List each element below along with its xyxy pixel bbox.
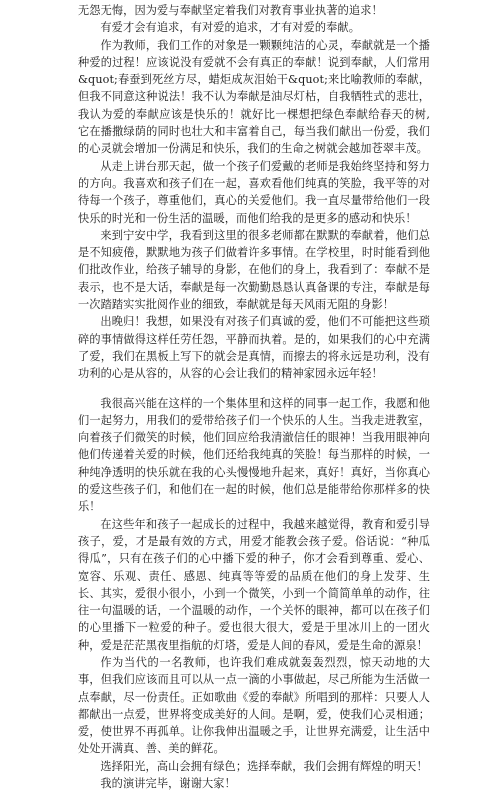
- paragraph: 作为当代的一名教师，也许我们难成就轰轰烈烈，惊天动地的大事，但我们应该而且可以从一点一滴的小事做起，尽己所能为生活做一点奉献，尽一份责任。正如歌曲《爱的奉献》所唱到的那样：只要人人都献出一点爱，世界将变成美好的人间。是啊，爱，使我们心灵相通；爱，使世界不再孤单。让你我伸出温暖之手，让世界充满爱，让生活中处处开满真、善、美的鲜花。: [78, 655, 430, 756]
- paragraph: 从走上讲台那天起，做一个孩子们爱戴的老师是我始终坚持和努力的方向。我喜欢和孩子们在一起，喜欢看他们纯真的笑脸，我平等的对待每一个孩子，尊重他们，真心的关爱他们。我一直尽量带给他们一段快乐的时光和一份生活的温暖，而他们给我的是更多的感动和快乐！: [78, 159, 430, 225]
- paragraph: 我很高兴能在这样的一个集体里和这样的同事一起工作，我愿和他们一起努力，用我们的爱带给孩子们一个快乐的人生。当我走进教室，向着孩子们微笑的时候，他们回应给我清澈信任的眼神！当我用眼神向他们传递着关爱的时候，他们还给我纯真的笑脸！每当那样的时候，一种纯净透明的快乐就在我的心头慢慢地升起来，真好！真好，当你真心的爱这些孩子们，和他们在一起的时候，他们总是能带给你那样多的快乐！: [78, 396, 430, 514]
- paragraph: 出晚归！我想，如果没有对孩子们真诚的爱，他们不可能把这些琐碎的事情做得这样任劳任怨，平静而执着。是的，如果我们的心中充满了爱，我们在黑板上写下的就会是真情，而擦去的将永远是功利，没有功利的心是从容的，从容的心会让我们的精神家园永远年轻！: [78, 315, 430, 381]
- paragraph: 我的演讲完毕，谢谢大家！: [100, 777, 236, 791]
- paragraph: 有爱才会有追求，有对爱的追求，才有对爱的奉献。: [100, 21, 361, 35]
- paragraph: 作为教师，我们工作的对象是一颗颗纯洁的心灵，奉献就是一个播种爱的过程！应该说没有爱就不会有真正的奉献！说到奉献，人们常用&quot;春蚕到死丝方尽，蜡炬成灰泪始干&quot;来比喻教师的奉献，但我不同意这种说法！我不认为奉献是油尽灯枯，自我牺牲式的悲壮，我认为爱的奉献应该是快乐的！就好比一棵想把绿色奉献给春天的树,它在播撒绿荫的同时也壮大和丰富着自己，每当我们献出一份爱，我们的心灵就会增加一份满足和快乐，我们的生命之树就会越加苍翠丰茂。: [78, 38, 430, 156]
- paragraph: 在这些年和孩子一起成长的过程中，我越来越觉得，教育和爱引导孩子，爱，才是最有效的方式，用爱才能教会孩子爱。俗话说：“种瓜得瓜”，只有在孩子们的心中播下爱的种子，你才会看到尊重、爱心、宽容、乐观、责任、感恩、纯真等等爱的品质在他们的身上发芽、生长、其实，爱很小很小，小到一个微笑，小到一个简简单单的动作，往往一句温暖的话，一个温暖的动作，一个关怀的眼神，都可以在孩子们的心里播下一粒爱的种子。爱也很大很大，爱是于里冰川上的一团火种，爱是茫茫黑夜里指航的灯塔，爱是人间的春风，爱是生命的源泉！: [78, 517, 430, 652]
- paragraph: 来到宁安中学，我看到这里的很多老师都在默默的奉献着，他们总是不知疲倦，默默地为孩子们做着许多事情。在学校里，时时能看到他们批改作业，给孩子辅导的身影，在他们的身上，我看到了：奉献不是表示，也不是大话，奉献是每一次勤勤恳恳认真备课的专注，奉献是每一次踏踏实实批阅作业的细致，奉献就是每天风雨无阻的身影！: [78, 228, 430, 312]
- paragraph: 选择阳光，高山会拥有绿色；选择奉献，我们会拥有辉煌的明天！: [100, 759, 428, 773]
- paragraph: 无怨无悔，因为爱与奉献坚定着我们对教育事业执著的追求！: [78, 4, 383, 17]
